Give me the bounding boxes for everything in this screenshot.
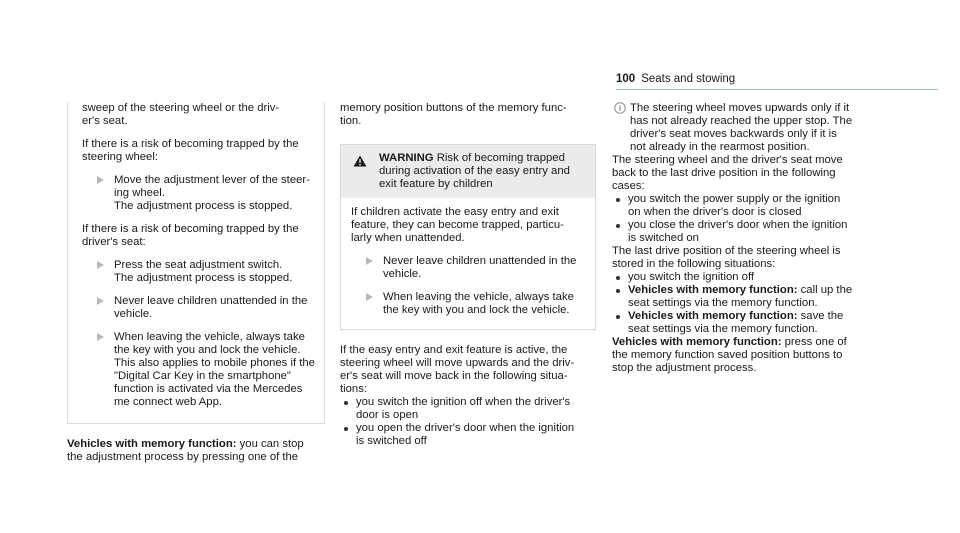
bullet-icon <box>616 315 620 319</box>
warning-continuation-box <box>67 102 325 424</box>
risk-wheel-1: If there is a risk of becoming trapped by the <box>82 138 299 150</box>
risk-seat-2: driver's seat: <box>82 236 146 248</box>
list-item: you switch the power supply or the ignition on when the driver's door is closed <box>612 193 882 219</box>
memory-paragraph: Vehicles with memory function: you can stop <box>67 438 304 450</box>
list-item: Vehicles with memory function: save the seat settings via the memory function. <box>612 310 882 336</box>
info-icon <box>614 102 626 118</box>
risk-seat-1: If there is a risk of becoming trapped by the <box>82 223 299 235</box>
list-item: you switch the ignition off <box>612 271 882 284</box>
final-paragraph: Vehicles with memory function: press one of <box>612 336 847 348</box>
intro-2: tion. <box>340 115 362 127</box>
warning-header: WARNING Risk of becoming trapped during activation of the easy entry and exit feature by children <box>341 145 595 198</box>
header-rule <box>616 89 938 90</box>
arrow-icon <box>97 176 104 184</box>
column-left: sweep of the steering wheel or the driv- er's seat. If there is a risk of becoming trapped by the steering wheel: Move the adjustment lever of the steer- ing wheel. The adjustment process is stopped. If there is a risk of becoming trapped by the driver's seat: Press the seat adjustment switch. The adjustment process is stopped. Never leave children unattended in the vehicle. When leaving the vehicle, always take the key with you and lock the vehicle. This also applies to mobile phones if the "Digital Car Key in the smartphone" function is activated via the Mercedes me connect web App. Vehicles with memory function: you can stop the adjustment process by pressing one of the <box>67 102 325 464</box>
bullet-icon <box>616 198 620 202</box>
box-intro-2: er's seat. <box>82 115 128 127</box>
bullet-icon <box>616 276 620 280</box>
bullet-icon <box>616 289 620 293</box>
warning-label: WARNING <box>379 152 434 164</box>
warning-box <box>340 144 596 330</box>
step-when-leaving: When leaving the vehicle, always take the key with you and lock the vehicle. This also applies to mobile phones if the "Digital Car Key in the smartphone" function is activated via the Mercedes me connect web App. <box>82 331 324 409</box>
arrow-icon <box>97 333 104 341</box>
bullet-icon <box>344 427 348 431</box>
warning-step-when-leaving: When leaving the vehicle, always take the key with you and lock the vehicle. <box>351 291 583 317</box>
list-item: you close the driver's door when the ignition is switched on <box>612 219 882 245</box>
warning-body: If children activate the easy entry and exit feature, they can become trapped, particu- larly when unattended. Never leave children unattended in the vehicle. When leaving the vehicle, always take the key with you and lock the vehicle. <box>341 198 595 329</box>
arrow-icon <box>97 261 104 269</box>
page-header <box>616 73 735 86</box>
box-intro-1: sweep of the steering wheel or the driv- <box>82 102 280 114</box>
arrow-icon <box>366 293 373 301</box>
risk-wheel-2: steering wheel: <box>82 151 158 163</box>
list-item: Vehicles with memory function: call up the seat settings via the memory function. <box>612 284 882 310</box>
bullet-icon <box>344 401 348 405</box>
step-press-switch: Press the seat adjustment switch. The adjustment process is stopped. <box>82 259 324 285</box>
warning-step-never-leave: Never leave children unattended in the vehicle. <box>351 255 583 281</box>
warning-triangle-icon <box>353 155 367 171</box>
arrow-icon <box>97 297 104 305</box>
column-right: The steering wheel moves upwards only if it has not already reached the upper stop. The driver's seat moves backwards only if it is not already in the rearmost position. The steering wheel and the driver's seat move back to the last drive position in the following cases: you switch the power supply or the ignition on when the driver's door is closed you close the driver's door when the ignition is switched on The last drive position of the steering wheel is stored in the following situations: you switch the ignition off Vehicles with memory function: call up the seat settings via the memory function. Vehicles with memory function: save the seat settings via the memory function. Vehicles with memory function: press one of the memory function saved position buttons to stop the adjustment process. <box>612 102 882 375</box>
list-item: you switch the ignition off when the driver's door is open <box>340 396 596 422</box>
section-title: Seats and stowing <box>641 73 736 85</box>
note: The steering wheel moves upwards only if it has not already reached the upper stop. The driver's seat moves backwards only if it is not already in the rearmost position. <box>612 102 882 154</box>
step-never-leave: Never leave children unattended in the vehicle. <box>82 295 324 321</box>
step-move-lever: Move the adjustment lever of the steer- ing wheel. The adjustment process is stopped. <box>82 174 324 213</box>
bullet-icon <box>616 224 620 228</box>
list-item: you open the driver's door when the ignition is switched off <box>340 422 596 448</box>
column-middle: memory position buttons of the memory func- tion. WARNING Risk of becoming trapped during activation of the easy entry and exit feature by children If children activate the easy entry and exit feature, they can become trapped, particu- larly when unattended. Never leave children unattended in the vehicle. When leaving the vehicle, always take the key with you and lock the vehicle. If the easy entry and exit feature is active, the steering wheel will move upwards and the driv- er's seat will move back in the following situa- tions: you switch the ignition off when the driver's door is open you open the driver's door when the ignition is switched off <box>340 102 596 448</box>
page-number: 100 <box>616 73 636 85</box>
intro-1: memory position buttons of the memory func- <box>340 102 567 114</box>
arrow-icon <box>366 257 373 265</box>
